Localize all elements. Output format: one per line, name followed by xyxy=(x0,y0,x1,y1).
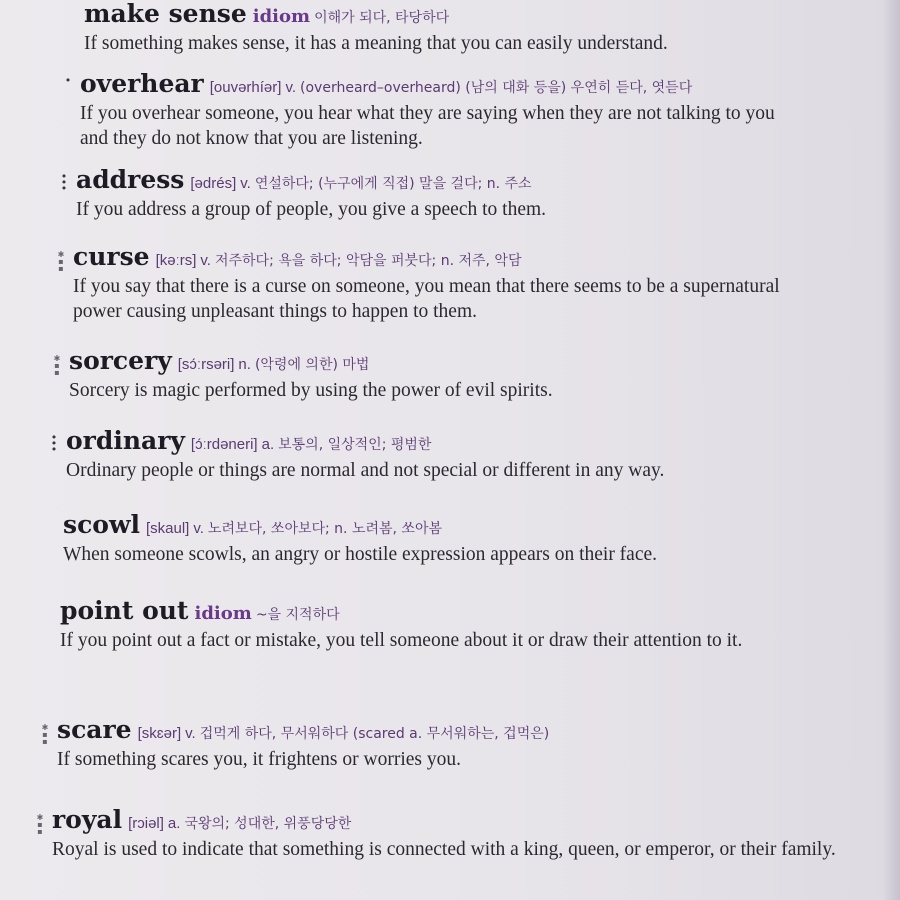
pronunciation: [ouvərhíər] xyxy=(209,79,282,96)
bullet-marker xyxy=(50,435,58,455)
pronunciation: [ɔ́ːrdəneri] xyxy=(190,436,258,453)
entry-headline xyxy=(69,347,859,375)
headword: scare xyxy=(57,715,132,744)
definition: Sorcery is magic performed by using the power of evil spirits. xyxy=(69,379,553,401)
headword: sorcery xyxy=(69,346,172,375)
definition: When someone scowls, an angry or hostile expression appears on their face. xyxy=(63,543,658,565)
pronunciation: [sɔ́ːrsəri] xyxy=(177,356,235,373)
part-of-speech: v. xyxy=(240,175,251,192)
headword: point out xyxy=(60,596,189,625)
definition: If something scares you, it frightens or worries you. xyxy=(57,748,461,770)
entry-point-out xyxy=(60,597,830,653)
headword: curse xyxy=(73,242,150,271)
headword: scowl xyxy=(63,510,140,539)
bullet-marker xyxy=(57,251,65,271)
entry-headline xyxy=(76,166,866,194)
part-of-speech: a. xyxy=(167,815,181,832)
entry-ordinary xyxy=(66,427,856,483)
entry-scare xyxy=(57,716,847,772)
entry-headline xyxy=(73,243,813,271)
part-of-speech: a. xyxy=(261,436,275,453)
entry-address xyxy=(76,166,866,222)
korean-meaning: (악령에 의한) 마법 xyxy=(254,357,370,373)
entry-headline xyxy=(60,597,830,625)
bullet-marker xyxy=(41,724,49,744)
part-of-speech: v. xyxy=(185,725,196,742)
entry-headline xyxy=(80,70,800,98)
pronunciation: [rɔiəl] xyxy=(128,815,164,832)
korean-meaning: 이해가 되다, 타당하다 xyxy=(314,10,450,26)
entry-make-sense xyxy=(84,0,874,56)
definition: Royal is used to indicate that something is connected with a king, queen, or emperor, or their family. xyxy=(52,838,836,860)
headword: royal xyxy=(52,805,123,834)
definition: If you point out a fact or mistake, you tell someone about it or draw their attention to it. xyxy=(60,629,743,651)
entry-royal xyxy=(52,806,852,862)
bullet-marker xyxy=(60,174,68,194)
part-of-speech: n. xyxy=(238,356,251,373)
entry-scowl xyxy=(63,511,853,567)
part-of-speech: v. xyxy=(200,252,211,269)
korean-meaning: 저주하다; 욕을 하다; 악담을 퍼붓다; n. 저주, 악담 xyxy=(214,253,522,269)
bullet-marker xyxy=(36,814,44,834)
headword: make sense xyxy=(84,0,247,28)
entry-sorcery xyxy=(69,347,859,403)
definition: If you say that there is a curse on someone, you mean that there seems to be a supernatural power causing unpleasant things to happen to them. xyxy=(73,275,780,322)
entry-headline xyxy=(84,0,874,28)
korean-meaning: 겁먹게 하다, 무서워하다 (scared a. 무서워하는, 겁먹은) xyxy=(199,726,550,742)
korean-meaning: 연설하다; (누구에게 직접) 말을 걸다; n. 주소 xyxy=(254,176,532,192)
pronunciation: [ədrés] xyxy=(190,175,237,192)
page-edge-shadow xyxy=(882,0,900,900)
headword: overhear xyxy=(80,69,204,98)
entry-headline xyxy=(57,716,847,744)
pronunciation: [skaul] xyxy=(146,520,190,537)
entry-curse xyxy=(73,243,813,324)
headword: address xyxy=(76,165,185,194)
pronunciation: [kəːrs] xyxy=(155,252,197,269)
korean-meaning: 노려보다, 쏘아보다; n. 노려봄, 쏘아봄 xyxy=(207,521,442,537)
part-of-speech: v. xyxy=(193,520,204,537)
part-of-speech: v. xyxy=(285,79,297,96)
definition: If something makes sense, it has a meaning that you can easily understand. xyxy=(84,32,668,54)
korean-meaning: 보통의, 일상적인; 평범한 xyxy=(278,437,432,453)
part-of-speech: idiom xyxy=(194,603,252,624)
definition: If you overhear someone, you hear what they are saying when they are not talking to you and they do not know that you are listening. xyxy=(80,102,775,149)
entry-headline xyxy=(52,806,852,834)
definition: Ordinary people or things are normal and not special or different in any way. xyxy=(66,459,665,481)
part-of-speech: idiom xyxy=(252,6,311,27)
headword: ordinary xyxy=(66,426,185,455)
entry-overhear xyxy=(80,70,800,151)
pronunciation: [skɛər] xyxy=(137,725,182,742)
definition: If you address a group of people, you give a speech to them. xyxy=(76,198,547,220)
korean-meaning: ~을 지적하다 xyxy=(255,607,340,623)
entry-headline xyxy=(63,511,853,539)
bullet-marker xyxy=(64,78,72,98)
korean-meaning: 국왕의; 성대한, 위풍당당한 xyxy=(184,816,352,832)
entry-headline xyxy=(66,427,856,455)
korean-meaning: (overheard–overheard) (남의 대화 등을) 우연히 듣다, 엿듣다 xyxy=(300,80,693,96)
bullet-marker xyxy=(53,355,61,375)
